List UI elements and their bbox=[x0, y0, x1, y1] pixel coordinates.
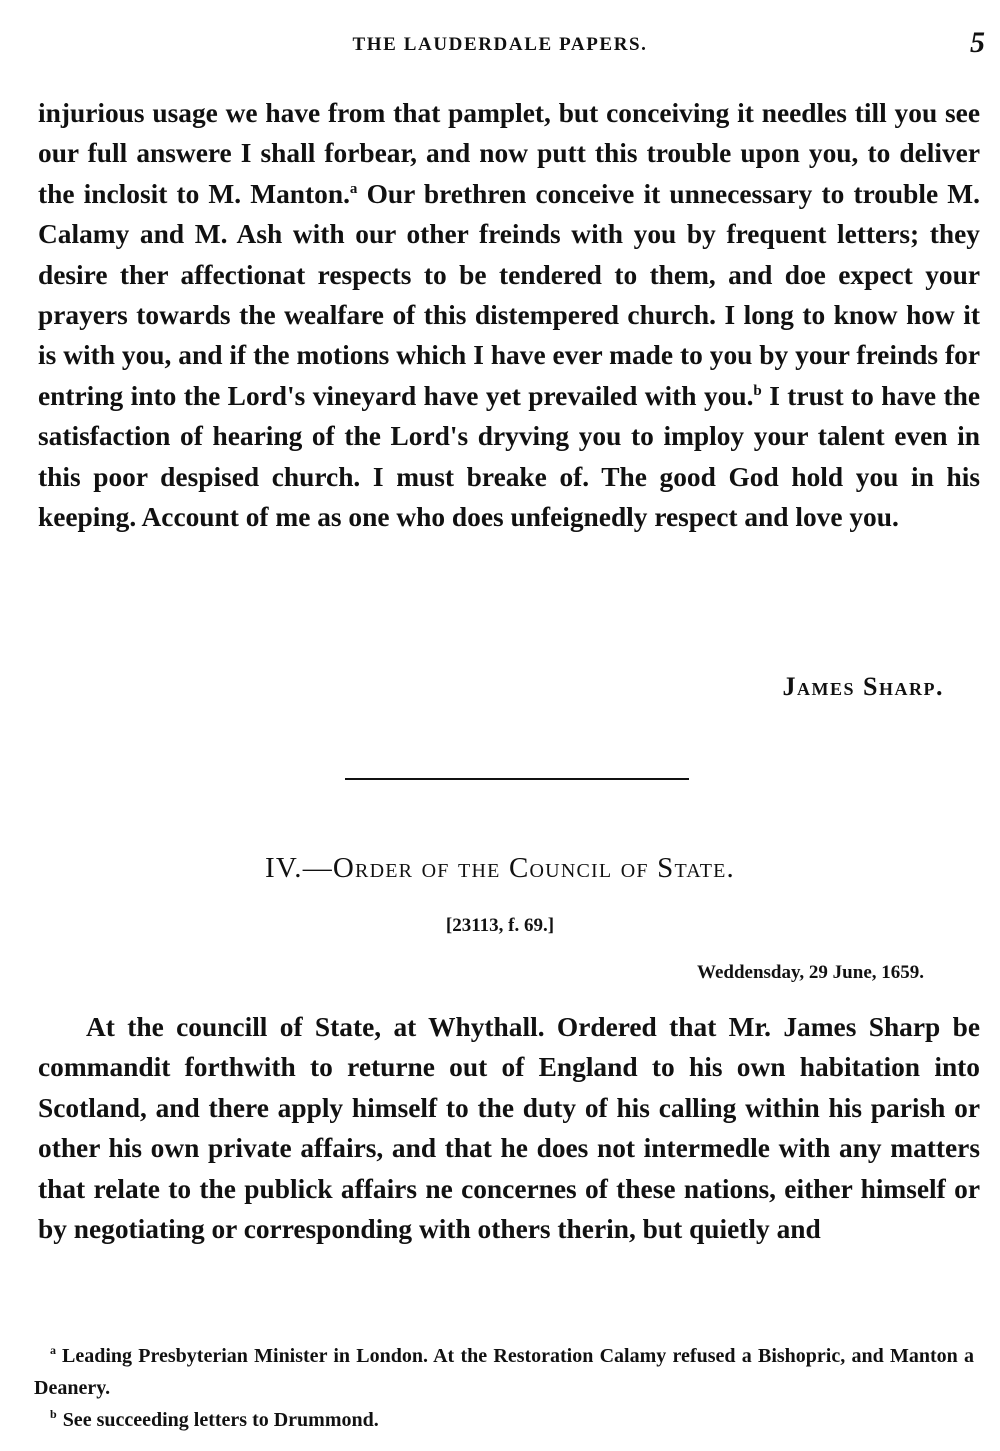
letter-body bbox=[38, 93, 980, 537]
letter-text-part-3: I trust to have the satisfaction of hearing of the Lord's dryving you to imploy your talent even in this poor despised church. I must breake of. The good God hold you in his keeping. Account of me as one who does unfeignedly respect and love you. bbox=[38, 380, 980, 533]
footnote-ref-b: b bbox=[753, 382, 762, 399]
section-heading: IV.—Order of the Council of State. bbox=[265, 852, 735, 884]
letter-text-part-1: injurious usage we have from that pamplet, but conceiving it needles till you see our full answere I shall forbear, and now putt this trouble upon you, to deliver the inclosit to M. Manton. bbox=[38, 98, 980, 209]
letter-text-part-2: Our brethren conceive it unnecessary to trouble M. Calamy and M. Ash with our other freinds with you by frequent letters; they desire ther affectionat respects to be tendered to them, and doe expect your prayers towards the wealfare of this distempered church. I long to know how it is with you, and if the motions which I have ever made to you by your freinds for entring into the Lord's vineyard have yet prevailed with you. bbox=[38, 178, 980, 411]
footnote-a bbox=[34, 1340, 974, 1404]
footnotes bbox=[34, 1340, 974, 1436]
page-number: 5 bbox=[970, 26, 985, 59]
footnote-ref-a: a bbox=[349, 180, 358, 197]
running-head: THE LAUDERDALE PAPERS. bbox=[352, 34, 648, 55]
footnote-a-text: Leading Presbyterian Minister in London. At the Restoration Calamy refused a Bishopric, and Manton a Deanery. bbox=[34, 1345, 974, 1399]
section-divider bbox=[345, 778, 689, 780]
footnote-b bbox=[34, 1404, 974, 1436]
footnote-mark-b: b bbox=[50, 1407, 57, 1422]
dateline: Weddensday, 29 June, 1659. bbox=[697, 962, 924, 983]
order-body: At the councill of State, at Whythall. Ordered that Mr. James Sharp be commandit forthwith to returne out of England to his own habitation into Scotland, and there apply himself to the duty of his calling within his parish or other his own private affairs, and that he does not intermedle with any matters that relate to the publick affairs ne concernes of these nations, either himself or by negotiating or corresponding with others therin, but quietly and bbox=[38, 1012, 980, 1245]
manuscript-reference: [23113, f. 69.] bbox=[445, 915, 555, 936]
page-header bbox=[0, 26, 1000, 64]
letter-signature: James Sharp. bbox=[782, 672, 944, 701]
footnote-mark-a: a bbox=[50, 1343, 56, 1358]
footnote-b-text: See succeeding letters to Drummond. bbox=[62, 1409, 379, 1431]
